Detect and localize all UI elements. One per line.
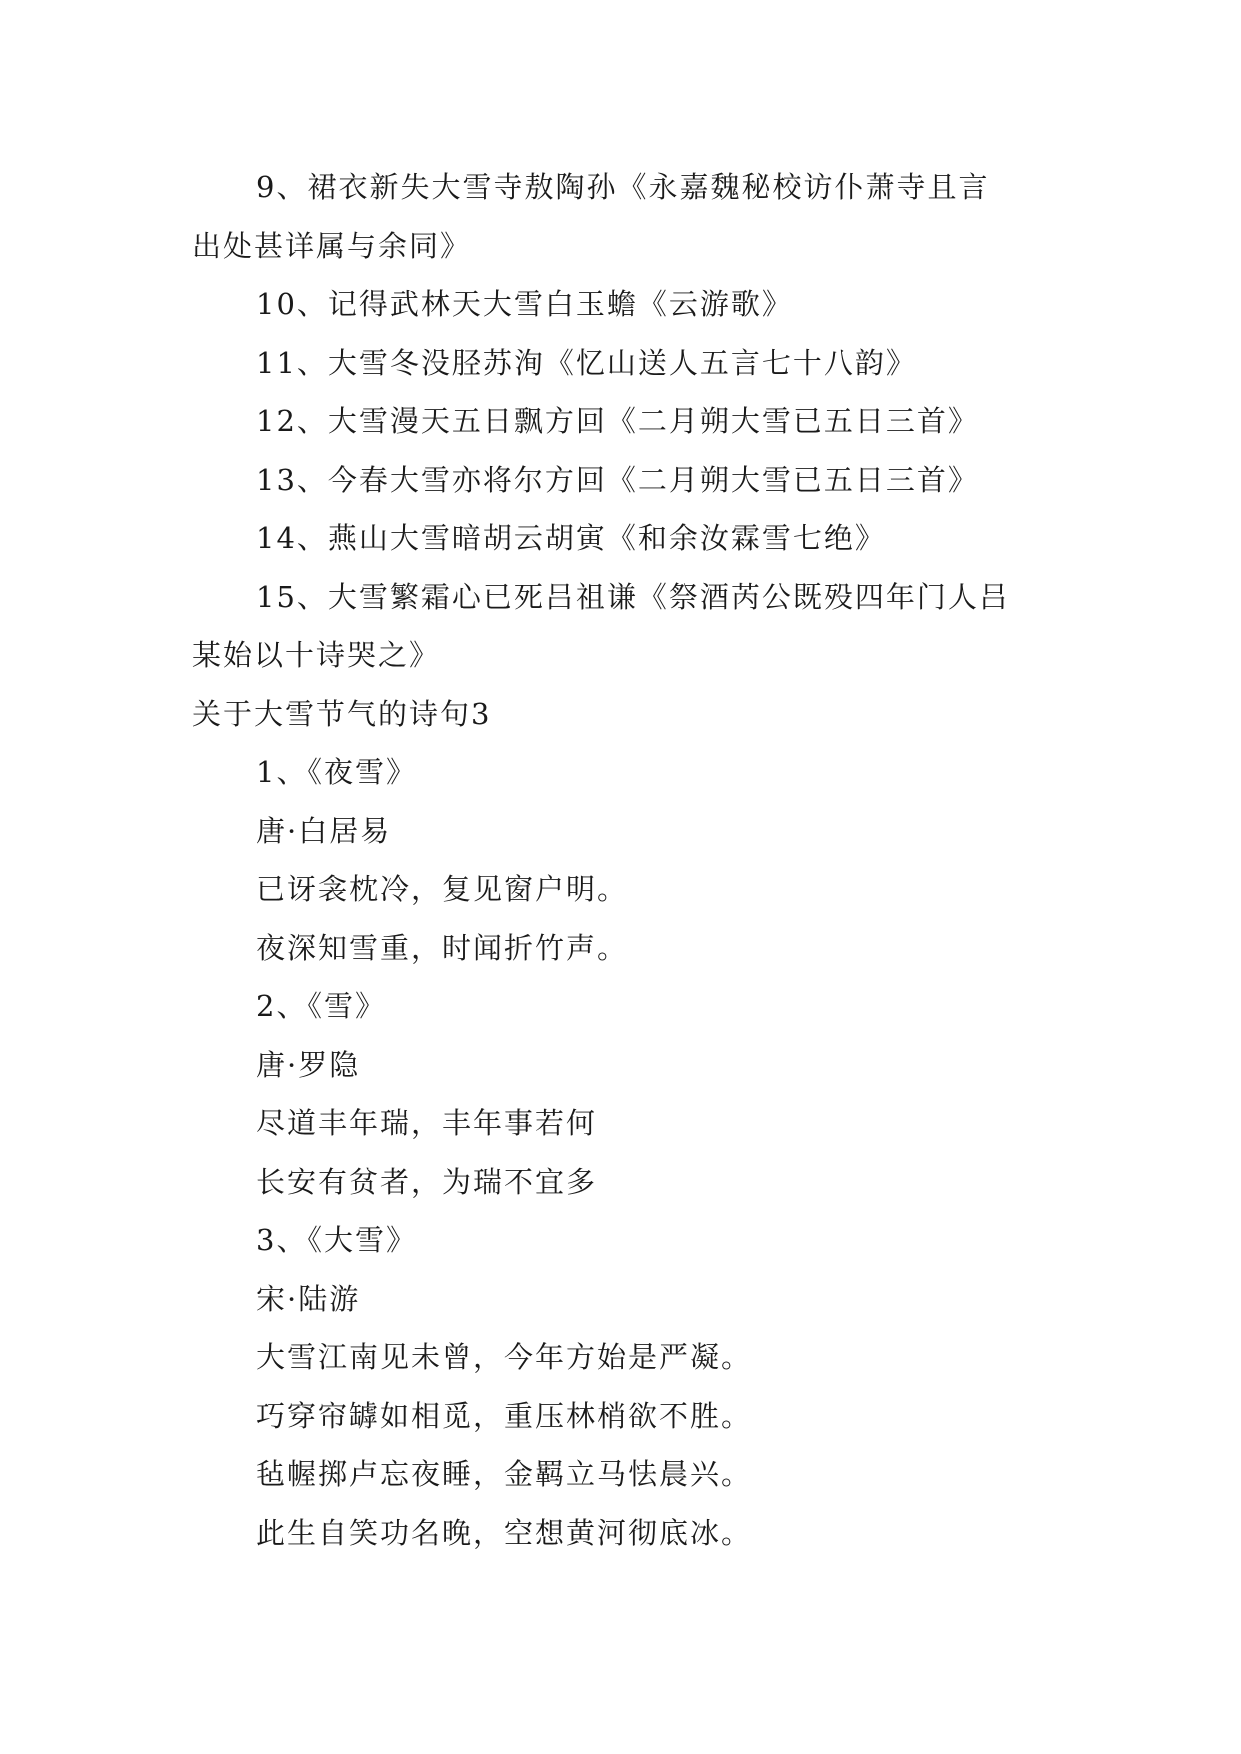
poem-line: 夜深知雪重，时闻折竹声。 — [256, 930, 629, 965]
text-line: 某始以十诗哭之》 — [192, 638, 441, 672]
poem-title: 3、《大雪》 — [256, 1223, 417, 1257]
text-line: 9、裙衣新失大雪寺敖陶孙《永嘉魏秘校访仆萧寺且言 — [256, 170, 990, 204]
text-line: 12、大雪漫天五日飘方回《二月朔大雪已五日三首》 — [256, 404, 979, 438]
text-line: 10、记得武林天大雪白玉蟾《云游歌》 — [256, 287, 793, 321]
text-line: 11、大雪冬没胫苏洵《忆山送人五言七十八韵》 — [256, 345, 917, 380]
poem-line: 已讶衾枕冷，复见窗户明。 — [256, 872, 629, 906]
section-heading: 关于大雪节气的诗句3 — [192, 696, 492, 731]
poem-author: 唐·罗隐 — [256, 1047, 361, 1082]
poem-line: 巧穿帘罅如相觅，重压林梢欲不胜。 — [256, 1398, 753, 1433]
text-line: 15、大雪繁霜心已死吕祖谦《祭酒芮公既殁四年门人吕 — [256, 579, 1010, 614]
poem-line: 尽道丰年瑞，丰年事若何 — [256, 1106, 598, 1140]
text-line: 出处甚详属与余同》 — [192, 228, 472, 263]
poem-author: 宋·陆游 — [256, 1281, 361, 1316]
text-line: 14、燕山大雪暗胡云胡寅《和余汝霖雪七绝》 — [256, 521, 886, 555]
poem-author: 唐·白居易 — [256, 813, 392, 848]
text-line: 13、今春大雪亦将尔方回《二月朔大雪已五日三首》 — [256, 462, 979, 497]
document-body — [192, 158, 1052, 1562]
poem-line: 长安有贫者，为瑞不宜多 — [256, 1164, 598, 1199]
poem-title: 1、《夜雪》 — [256, 755, 417, 789]
poem-line: 大雪江南见未曾，今年方始是严凝。 — [256, 1340, 753, 1374]
poem-line: 毡幄掷卢忘夜睡，金羁立马怯晨兴。 — [256, 1457, 753, 1491]
poem-title: 2、《雪》 — [256, 989, 386, 1023]
poem-line: 此生自笑功名晚，空想黄河彻底冰。 — [256, 1515, 753, 1550]
